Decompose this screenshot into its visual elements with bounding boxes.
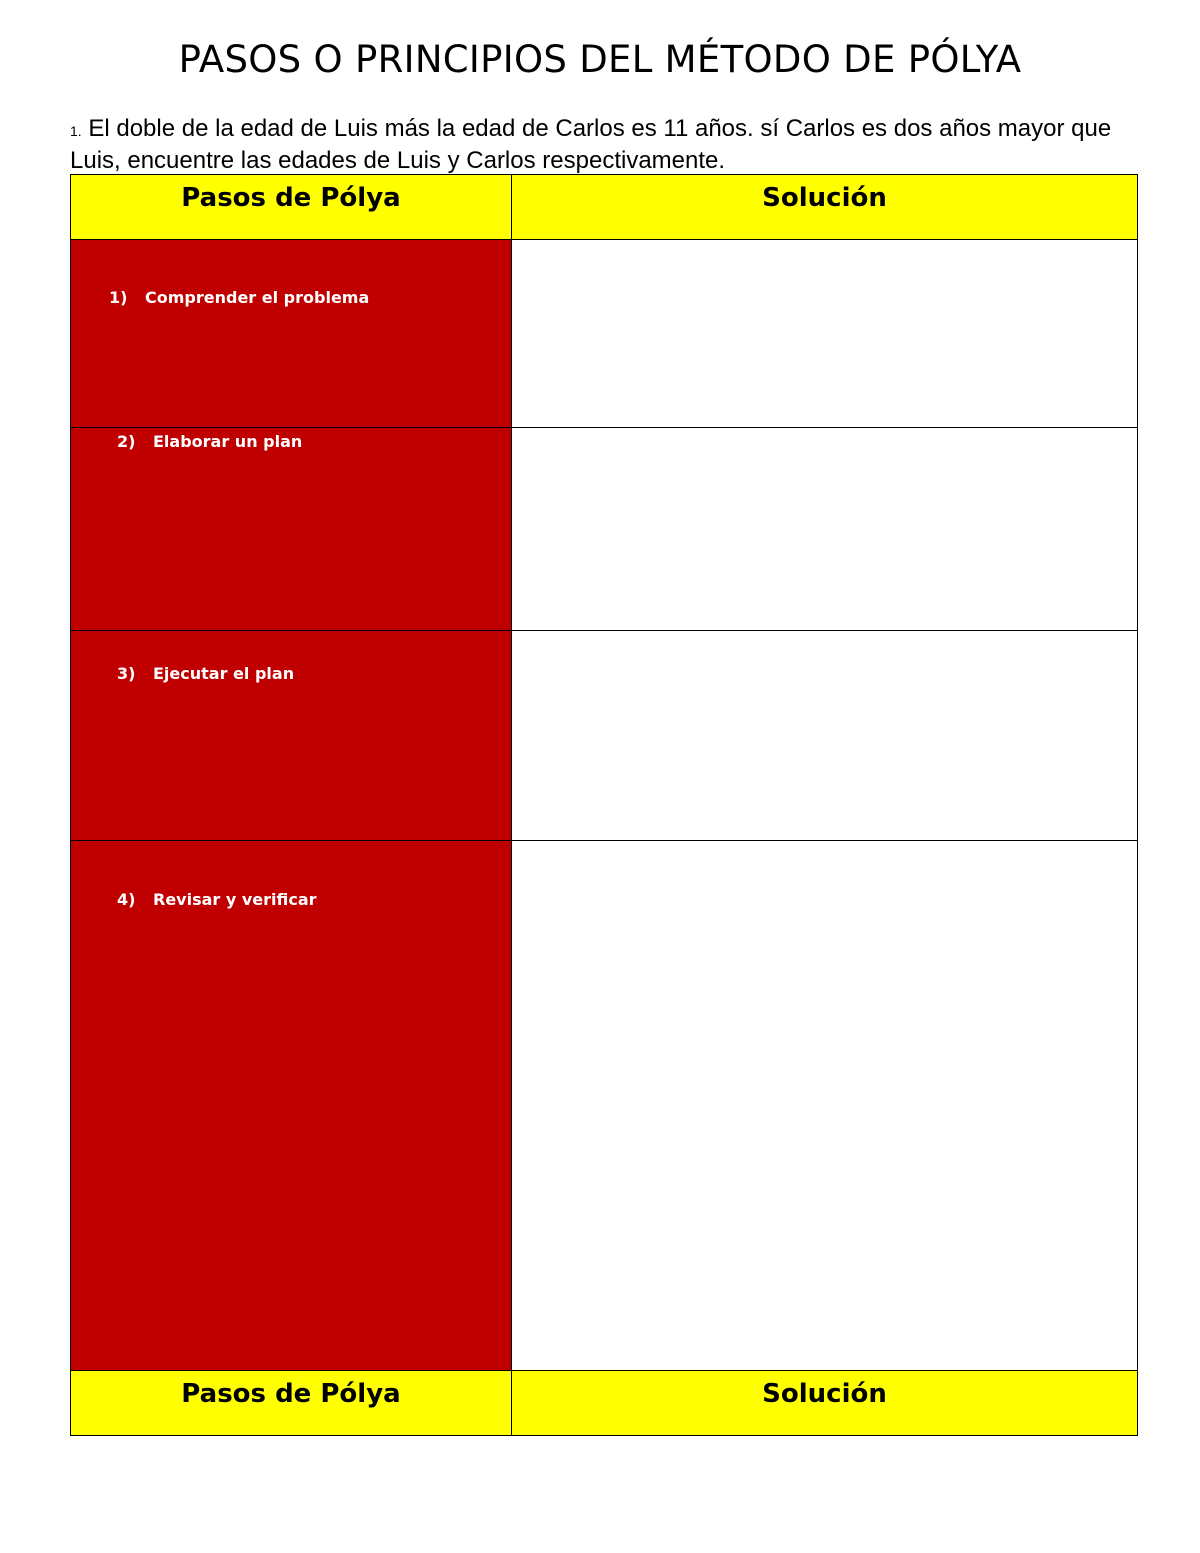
header-solucion-cell — [512, 175, 1138, 240]
step-cell-4 — [71, 841, 512, 1371]
footer-solucion-cell — [512, 1371, 1138, 1436]
polya-table — [70, 174, 1138, 1436]
step-text-3: Ejecutar el plan — [153, 664, 295, 683]
table-footer-row — [71, 1371, 1138, 1436]
step-text-4: Revisar y verificar — [153, 890, 317, 909]
step-label-3 — [117, 664, 294, 683]
footer-pasos-label: Pasos de Pólya — [181, 1379, 401, 1409]
header-pasos-label: Pasos de Pólya — [181, 183, 401, 213]
solution-cell-4[interactable] — [512, 841, 1138, 1371]
step-text-2: Elaborar un plan — [153, 432, 303, 451]
solution-cell-1[interactable] — [512, 240, 1138, 428]
footer-solucion-label: Solución — [762, 1379, 887, 1409]
solution-cell-3[interactable] — [512, 631, 1138, 841]
footer-pasos-cell — [71, 1371, 512, 1436]
step-number-4: 4) — [117, 890, 136, 909]
step-number-1: 1) — [109, 288, 128, 307]
header-pasos-cell — [71, 175, 512, 240]
problem-number: 1. — [70, 123, 82, 139]
table-row — [71, 631, 1138, 841]
problem-text: El doble de la edad de Luis más la edad de Carlos es 11 años. sí Carlos es dos años mayor que Luis, encuentre las edades de Luis y Carlos respectivamente. — [70, 115, 1112, 174]
table-row — [71, 841, 1138, 1371]
table-header-row — [71, 175, 1138, 240]
step-label-4 — [117, 890, 317, 909]
step-cell-2 — [71, 428, 512, 631]
solution-cell-2[interactable] — [512, 428, 1138, 631]
step-label-1 — [109, 288, 369, 307]
step-cell-3 — [71, 631, 512, 841]
page-title: PASOS O PRINCIPIOS DEL MÉTODO DE PÓLYA — [178, 38, 1022, 81]
step-cell-1 — [71, 240, 512, 428]
step-text-1: Comprender el problema — [145, 288, 370, 307]
step-number-2: 2) — [117, 432, 136, 451]
problem-statement — [70, 114, 1140, 175]
header-solucion-label: Solución — [762, 183, 887, 213]
table-row — [71, 428, 1138, 631]
table-row — [71, 240, 1138, 428]
step-number-3: 3) — [117, 664, 136, 683]
step-label-2 — [117, 432, 302, 451]
